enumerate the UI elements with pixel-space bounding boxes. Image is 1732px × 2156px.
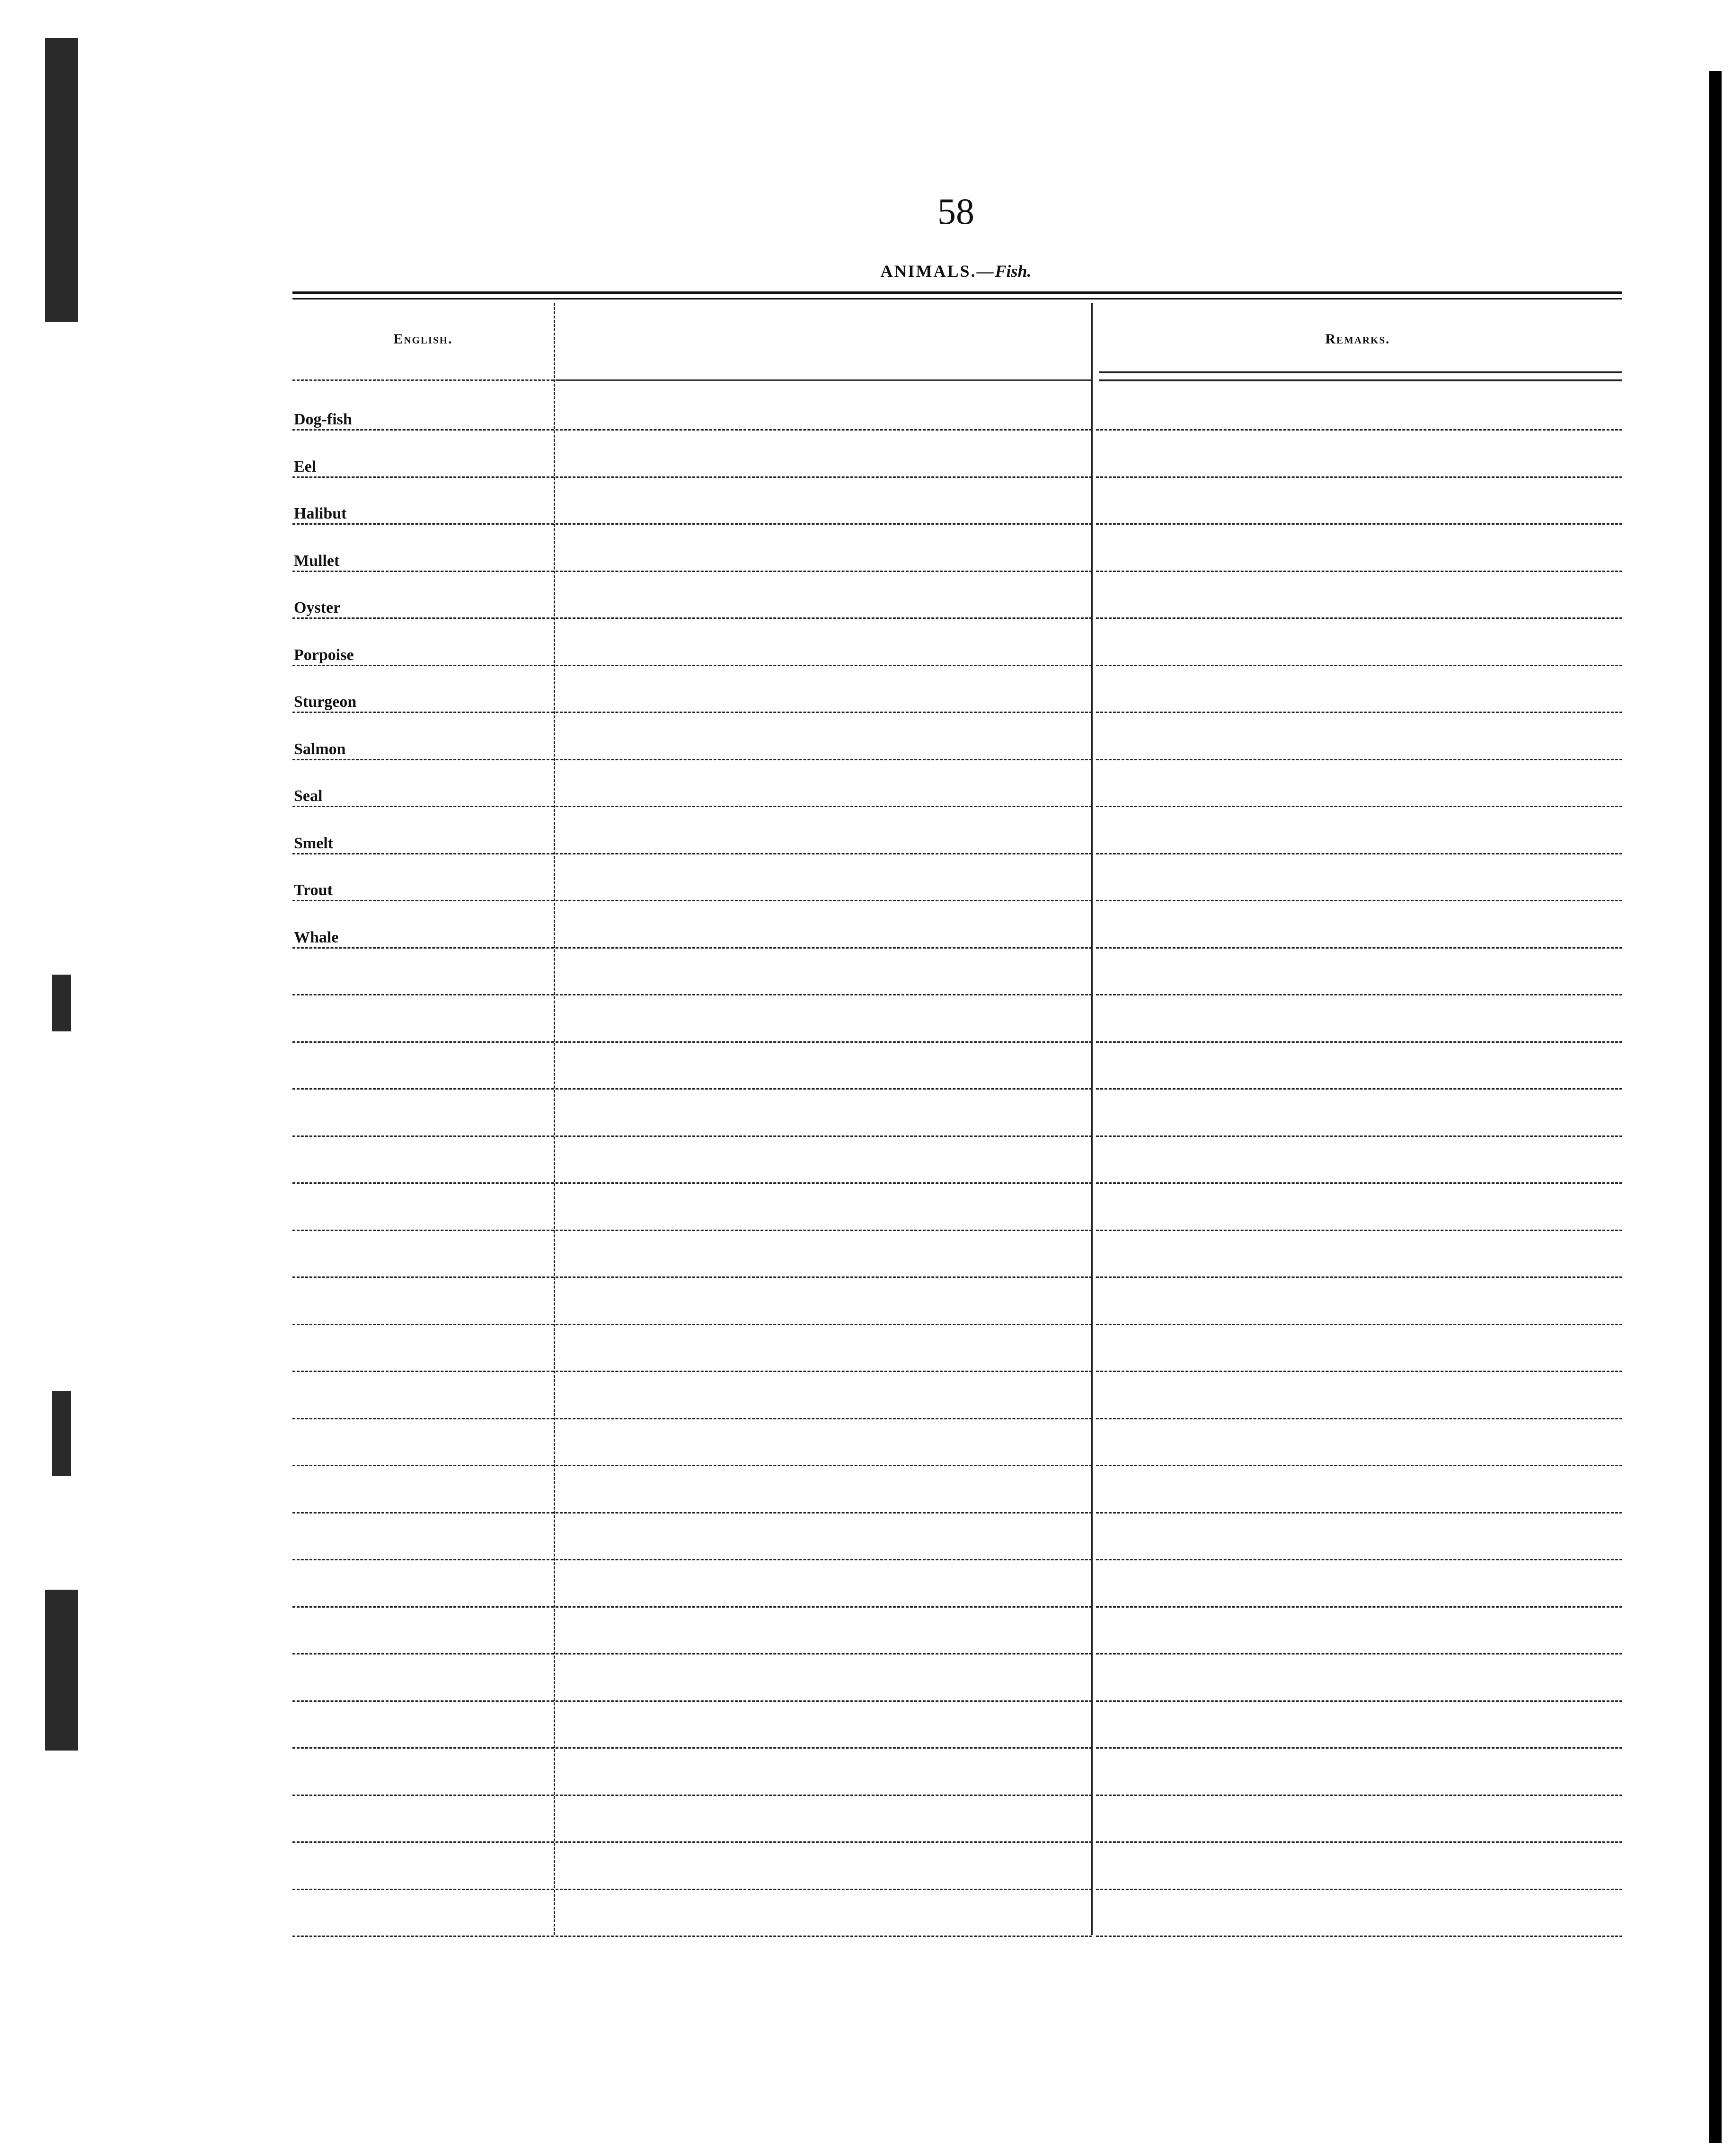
ruled-line [556,1936,1092,1937]
table-row [292,431,1622,478]
table-row [292,713,1622,760]
table-row [292,619,1622,666]
right-edge-bar [1709,71,1722,2143]
blank-row [292,1466,1622,1514]
english-word: Eel [294,458,317,475]
table-row [292,666,1622,713]
english-word: Halibut [294,505,347,522]
ruled-line [1096,1936,1622,1937]
blank-row [292,1890,1622,1937]
top-rule-thin [292,298,1622,299]
table-row [292,901,1622,949]
blank-row [292,1325,1622,1372]
english-word: Sturgeon [294,693,357,711]
page-number: 58 [937,191,974,232]
table-row [292,383,1622,431]
section-title-main: ANIMALS.— [880,262,995,281]
remarks-header-rule-2 [1099,379,1622,381]
header-rule-english [292,379,554,381]
blank-row [292,1654,1622,1702]
blank-row [292,1701,1622,1749]
blank-row [292,1184,1622,1231]
blank-row [292,1090,1622,1137]
english-word: Porpoise [294,646,354,664]
top-rule-thick [292,291,1622,294]
header-rule-blank [556,379,1091,381]
blank-row [292,1278,1622,1325]
blank-row [292,1607,1622,1654]
table-row [292,572,1622,619]
english-word: Oyster [294,599,341,616]
blank-row [292,1231,1622,1278]
english-word: Mullet [294,552,340,570]
remarks-header-rule-1 [1099,371,1622,373]
table-row [292,760,1622,807]
table-row [292,854,1622,901]
english-word: Dog-fish [294,411,352,428]
blank-row [292,1795,1622,1843]
binding-edge-shadow [0,28,95,2134]
blank-row [292,1136,1622,1184]
column-header-english: English. [393,331,453,347]
blank-row [292,995,1622,1043]
section-title-sub: Fish. [995,262,1032,281]
english-word: Whale [294,928,339,946]
table-row [292,525,1622,572]
english-word: Trout [294,881,333,899]
table-row [292,807,1622,854]
table-row [292,477,1622,525]
english-word: Smelt [294,834,334,852]
blank-row [292,1560,1622,1608]
ruled-line [292,1936,554,1937]
blank-row [292,1419,1622,1466]
column-header-remarks: Remarks. [1325,331,1390,347]
english-word: Seal [294,787,323,805]
blank-row [292,1843,1622,1890]
blank-row [292,948,1622,995]
section-title [814,261,1098,281]
english-word: Salmon [294,740,346,758]
blank-row [292,1513,1622,1560]
blank-row [292,1042,1622,1090]
blank-row [292,1749,1622,1796]
blank-row [292,1372,1622,1419]
